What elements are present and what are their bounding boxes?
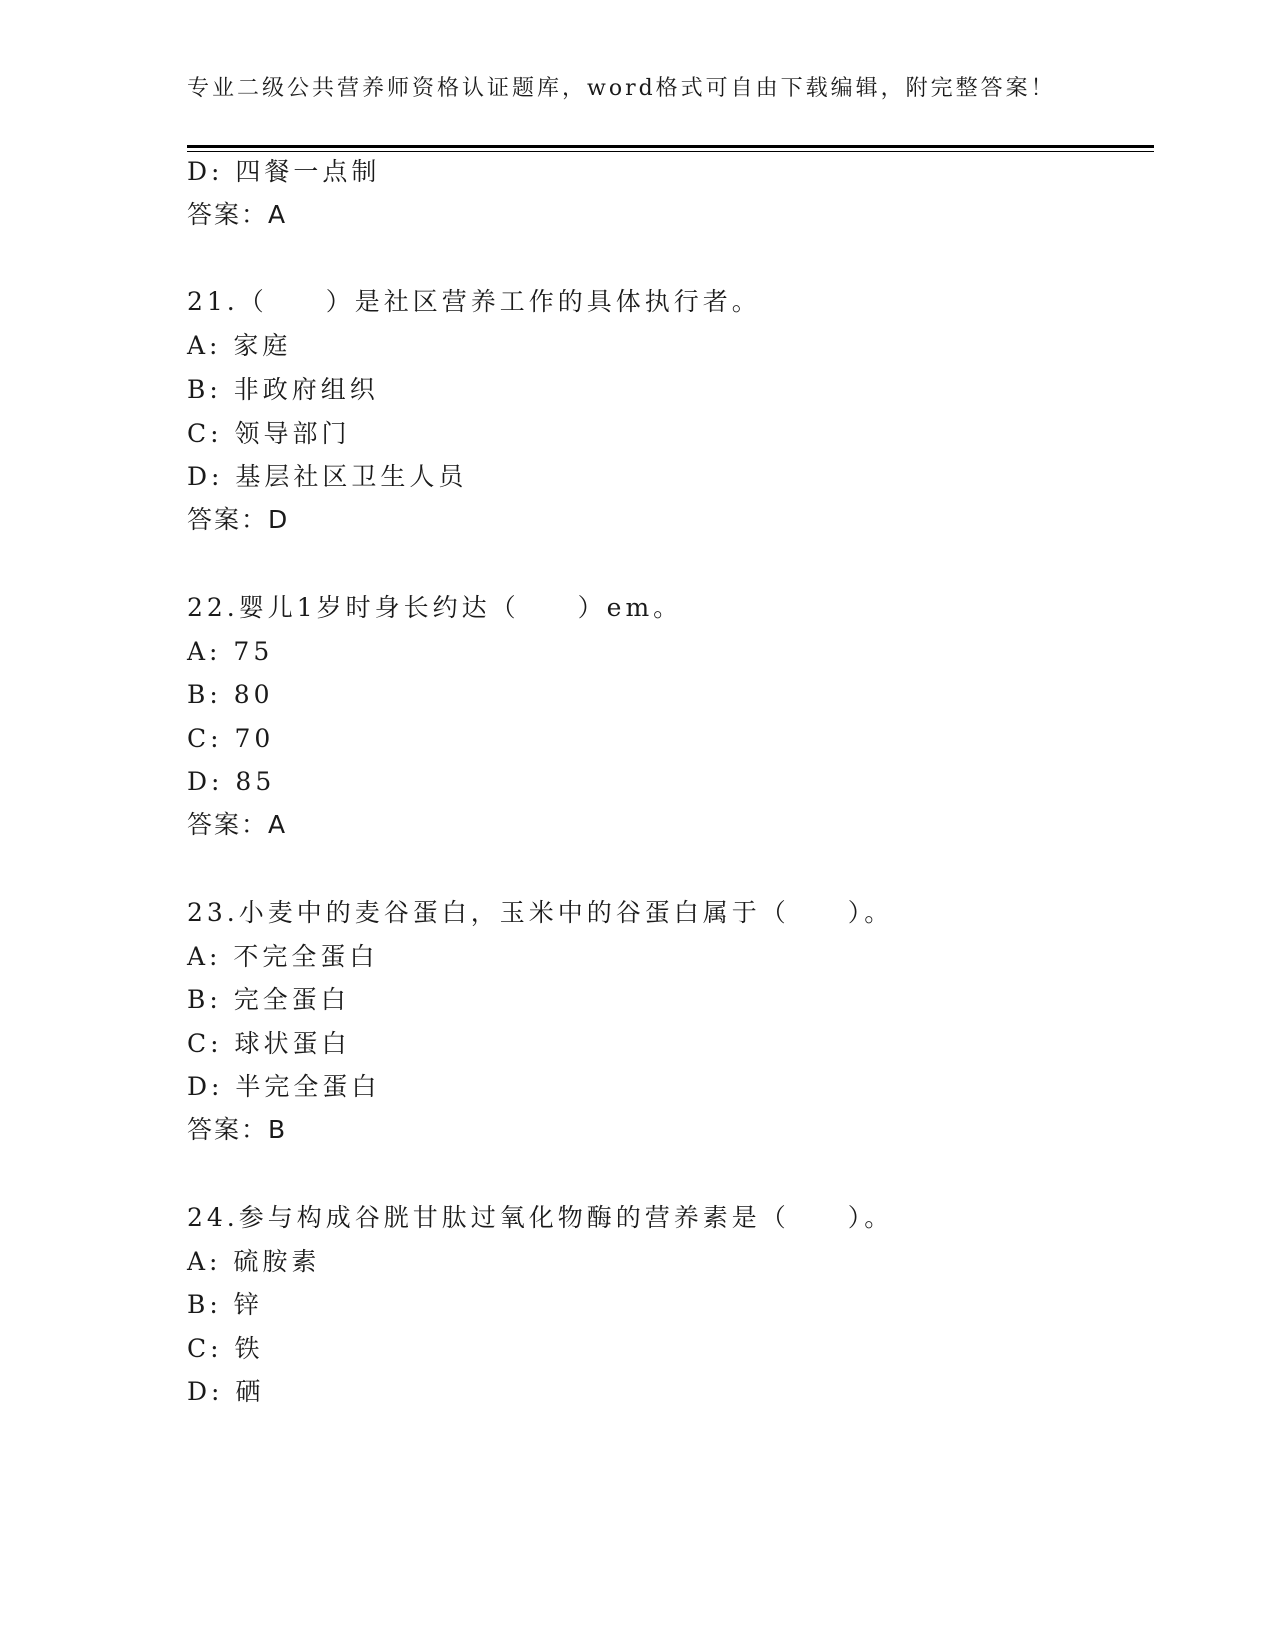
question-answer: 答案：B	[187, 1115, 288, 1144]
question-option: B: 非政府组织	[187, 375, 379, 404]
question-option: C: 球状蛋白	[187, 1029, 351, 1058]
question-option: C: 领导部门	[187, 419, 351, 448]
header-rule-thin	[187, 151, 1154, 152]
question-stem: 22.婴儿1岁时身长约达（ ）em。	[187, 593, 683, 622]
question-answer: 答案：A	[187, 810, 288, 839]
header-rule-thick	[187, 145, 1154, 148]
prev-option-d: D: 四餐一点制	[187, 157, 381, 186]
question-option: A: 家庭	[187, 331, 292, 360]
question-option: D: 半完全蛋白	[187, 1072, 381, 1101]
question-option: D: 85	[187, 767, 276, 796]
prev-answer: 答案：A	[187, 200, 288, 229]
question-option: B: 锌	[187, 1290, 263, 1319]
page-header: 专业二级公共营养师资格认证题库，word格式可自由下载编辑，附完整答案！	[187, 76, 1056, 101]
question-answer: 答案：D	[187, 505, 290, 534]
question-option: C: 70	[187, 724, 275, 753]
question-option: B: 80	[187, 680, 274, 709]
question-stem: 21.（ ）是社区营养工作的具体执行者。	[187, 287, 761, 316]
question-option: D: 硒	[187, 1377, 265, 1406]
question-option: A: 硫胺素	[187, 1247, 321, 1276]
question-option: A: 不完全蛋白	[187, 942, 379, 971]
question-option: A: 75	[187, 637, 274, 666]
question-stem: 24.参与构成谷胱甘肽过氧化物酶的营养素是（ ）。	[187, 1203, 894, 1232]
question-option: D: 基层社区卫生人员	[187, 462, 468, 491]
question-option: B: 完全蛋白	[187, 985, 350, 1014]
question-option: C: 铁	[187, 1334, 264, 1363]
question-stem: 23.小麦中的麦谷蛋白，玉米中的谷蛋白属于（ ）。	[187, 898, 894, 927]
